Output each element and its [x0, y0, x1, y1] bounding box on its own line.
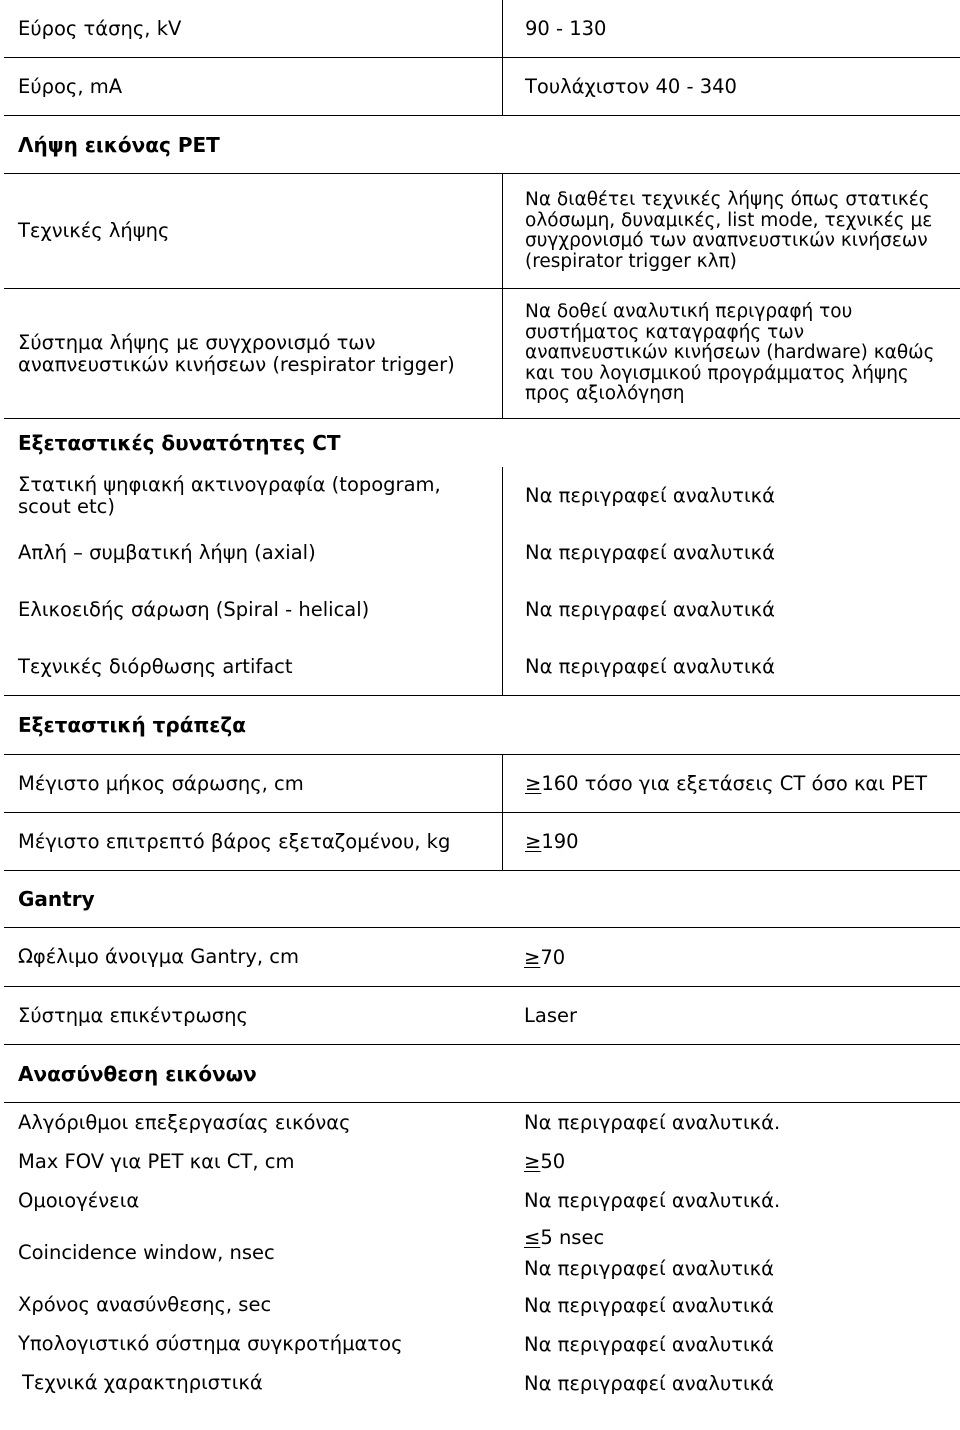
row-label: Απλή – συμβατική λήψη (axial) [18, 540, 316, 564]
row-label: Coincidence window, nsec [18, 1241, 275, 1264]
section-header [4, 871, 960, 928]
row-label: Υπολογιστικό σύστημα συγκροτήματος [18, 1332, 403, 1355]
row-label: Ομοιογένεια [18, 1188, 140, 1212]
table-row [4, 813, 960, 871]
value-text: 190 [541, 830, 579, 853]
row-value [502, 755, 960, 812]
less-equal-symbol: ≤ [524, 1226, 541, 1249]
row-value: Να περιγραφεί αναλυτικά [502, 638, 960, 695]
row-value: Να περιγραφεί αναλυτικά [524, 1332, 774, 1356]
table-row [4, 581, 960, 638]
row-value: Να δοθεί αναλυτική περιγραφή του συστήματος καταγραφής των αναπνευστικών κινήσεων (hardware) καθώς και του λογισμικού προγράμματος λήψης προς αξιολόγηση [502, 289, 960, 418]
section-header [4, 1045, 960, 1103]
table-row [4, 0, 960, 58]
table-row [4, 1103, 960, 1142]
value-text: 70 [540, 945, 566, 969]
greater-equal-symbol: ≥ [525, 772, 542, 795]
table-row [4, 1364, 960, 1402]
row-value: Να περιγραφεί αναλυτικά [502, 524, 960, 581]
row-label: Μέγιστο επιτρεπτό βάρος εξεταζομένου, kg [18, 829, 451, 853]
value-text: 5 nsec [540, 1226, 605, 1249]
row-label: Εύρος τάσης, kV [18, 16, 182, 40]
table-row [4, 1220, 960, 1286]
section-title: Εξεταστική τράπεζα [18, 713, 246, 737]
section-header [4, 419, 960, 467]
greater-equal-symbol: ≥ [524, 1150, 541, 1173]
row-value: Να περιγραφεί αναλυτικά [524, 1371, 774, 1395]
value-line: Να περιγραφεί αναλυτικά [524, 1257, 774, 1280]
row-value [502, 1220, 960, 1286]
row-value: Να περιγραφεί αναλυτικά [502, 467, 960, 524]
section-title: Ανασύνθεση εικόνων [18, 1061, 257, 1086]
row-label: Στατική ψηφιακή ακτινογραφία (topogram, scout etc) [18, 472, 441, 518]
value-text: 50 [540, 1150, 566, 1173]
table-row [4, 928, 960, 987]
row-label: Χρόνος ανασύνθεσης, sec [18, 1293, 272, 1316]
table-row [4, 1286, 960, 1324]
row-label: Τεχνικές λήψης [18, 219, 170, 242]
section-title: Gantry [18, 887, 95, 911]
row-label: Σύστημα επικέντρωσης [18, 1003, 248, 1027]
row-label: Ελικοειδής σάρωση (Spiral - helical) [18, 597, 370, 621]
table-row [4, 755, 960, 813]
row-label: Σύστημα λήψης με συγχρονισμό των αναπνευστικών κινήσεων (respirator trigger) [18, 330, 455, 376]
row-label: Εύρος, mA [18, 74, 123, 98]
row-value [502, 813, 960, 870]
row-value: 90 - 130 [502, 0, 960, 57]
table-row [4, 289, 960, 419]
row-value: Να περιγραφεί αναλυτικά. [524, 1189, 781, 1212]
spec-table [4, 0, 960, 1402]
table-row [4, 58, 960, 116]
row-value: Να περιγραφεί αναλυτικά [502, 581, 960, 638]
row-value: Να διαθέτει τεχνικές λήψης όπως στατικές ολόσωμη, δυναμικές, list mode, τεχνικές με συγχρονισμό των αναπνευστικών κινήσεων (respirator trigger κλπ) [502, 174, 960, 288]
greater-equal-symbol: ≥ [524, 945, 541, 969]
table-row [4, 1181, 960, 1220]
table-row [4, 467, 960, 524]
section-title: Εξεταστικές δυνατότητες CT [18, 431, 341, 455]
row-value: Να περιγραφεί αναλυτικά [524, 1293, 774, 1317]
value-line [524, 1222, 604, 1253]
section-title: Λήψη εικόνας PET [18, 132, 220, 157]
value-text: 160 τόσο για εξετάσεις CT όσο και PET [541, 772, 928, 795]
row-label: Max FOV για PET και CT, cm [18, 1149, 295, 1173]
greater-equal-symbol: ≥ [525, 830, 542, 853]
row-label: Ωφέλιμο άνοιγμα Gantry, cm [18, 945, 299, 968]
table-row [4, 987, 960, 1045]
table-row [4, 1324, 960, 1364]
row-label: Αλγόριθμοι επεξεργασίας εικόνας [18, 1110, 351, 1134]
row-label: Τεχνικές διόρθωσης artifact [18, 654, 293, 678]
section-header [4, 696, 960, 755]
row-value [502, 928, 960, 986]
row-value: Τουλάχιστον 40 - 340 [502, 58, 960, 115]
row-value: Να περιγραφεί αναλυτικά. [524, 1111, 781, 1134]
row-label: Τεχνικά χαρακτηριστικά [22, 1371, 263, 1394]
row-label: Μέγιστο μήκος σάρωσης, cm [18, 771, 304, 795]
row-value: Laser [524, 1004, 577, 1027]
section-header [4, 116, 960, 174]
table-row [4, 1142, 960, 1181]
row-value [502, 1142, 960, 1181]
table-row [4, 638, 960, 696]
table-row [4, 524, 960, 581]
table-row [4, 174, 960, 289]
